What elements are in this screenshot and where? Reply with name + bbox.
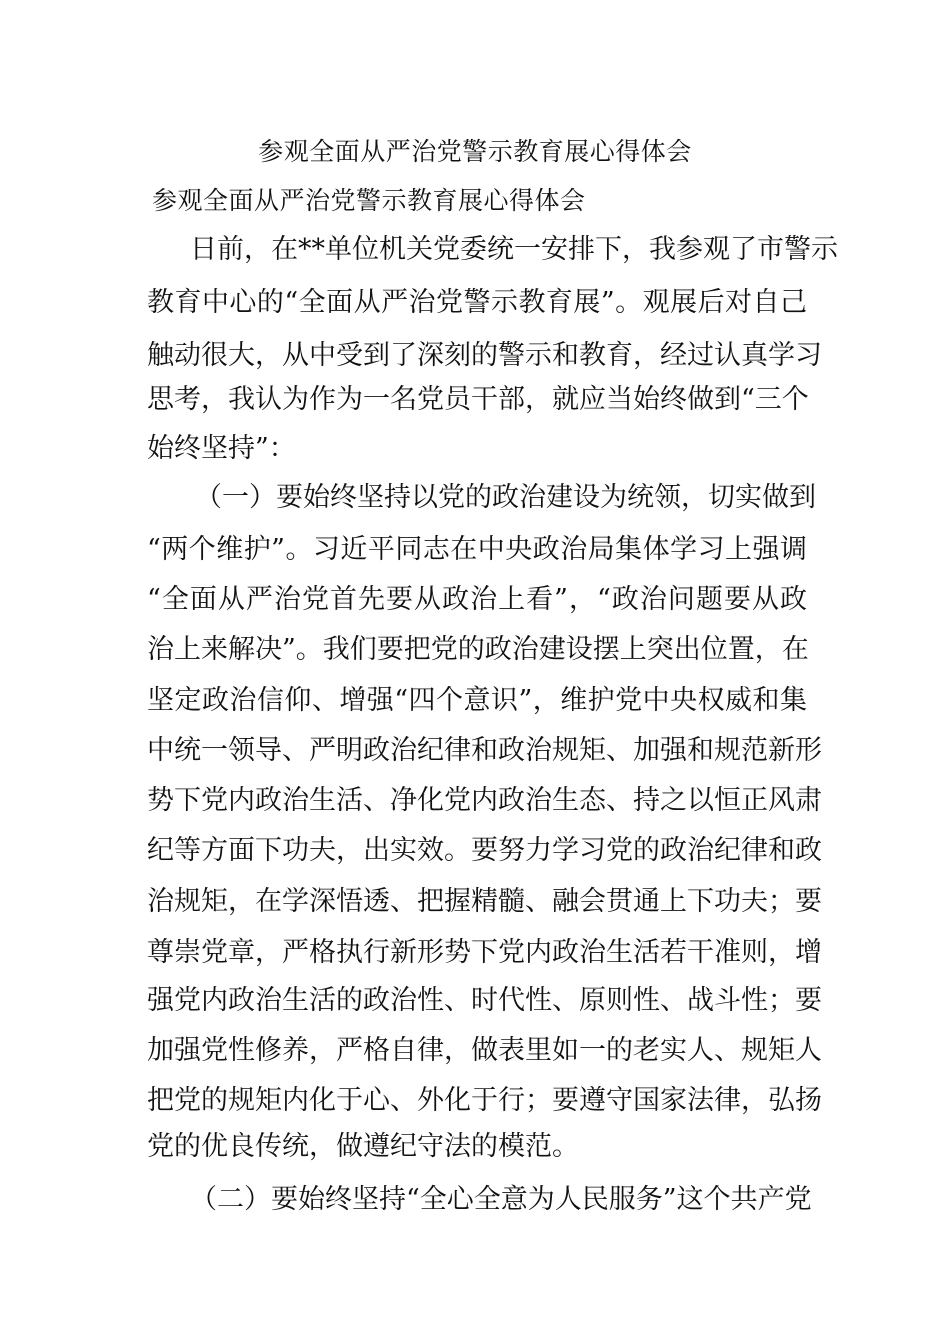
text-line: 治上来解决”。我们要把党的政治建设摆上突出位置，在 — [147, 634, 809, 665]
text-line: 把党的规矩内化于心、外化于行；要遵守国家法律，弘扬 — [147, 1085, 822, 1116]
text-line: 党的优良传统，做遵纪守法的模范。 — [147, 1131, 579, 1162]
text-line: 日前，在**单位机关党委统一安排下，我参观了市警示 — [190, 234, 838, 265]
text-line: 始终坚持”： — [147, 433, 296, 464]
text-line: 教育中心的“全面从严治党警示教育展”。观展后对自己 — [147, 287, 807, 318]
text-line: 强党内政治生活的政治性、时代性、原则性、战斗性；要 — [147, 985, 822, 1016]
text-line: “两个维护”。习近平同志在中央政治局集体学习上强调 — [147, 534, 807, 565]
text-line: （一）要始终坚持以党的政治建设为统领，切实做到 — [195, 482, 816, 513]
text-line: （二）要始终坚持“全心全意为人民服务”这个共产党 — [190, 1184, 812, 1215]
document-title: 参观全面从严治党警示教育展心得体会 — [258, 137, 692, 166]
text-line: 纪等方面下功夫，出实效。要努力学习党的政治纪律和政 — [147, 835, 822, 866]
text-line: 思考，我认为作为一名党员干部，就应当始终做到“三个 — [147, 384, 809, 415]
text-line: 加强党性修养，严格自律，做表里如一的老实人、规矩人 — [147, 1035, 822, 1066]
text-line: 中统一领导、严明政治纪律和政治规矩、加强和规范新形 — [147, 735, 822, 766]
text-line: 势下党内政治生活、净化党内政治生态、持之以恒正风肃 — [147, 785, 822, 816]
text-line: 坚定政治信仰、增强“四个意识”，维护党中央权威和集 — [147, 685, 807, 716]
text-line: 治规矩，在学深悟透、把握精髓、融会贯通上下功夫；要 — [147, 886, 822, 917]
text-line: “全面从严治党首先要从政治上看”，“政治问题要从政 — [147, 584, 807, 615]
text-line: 尊崇党章，严格执行新形势下党内政治生活若干准则，增 — [147, 937, 822, 968]
text-line: 触动很大，从中受到了深刻的警示和教育，经过认真学习 — [147, 340, 822, 371]
document-subtitle: 参观全面从严治党警示教育展心得体会 — [152, 186, 586, 215]
